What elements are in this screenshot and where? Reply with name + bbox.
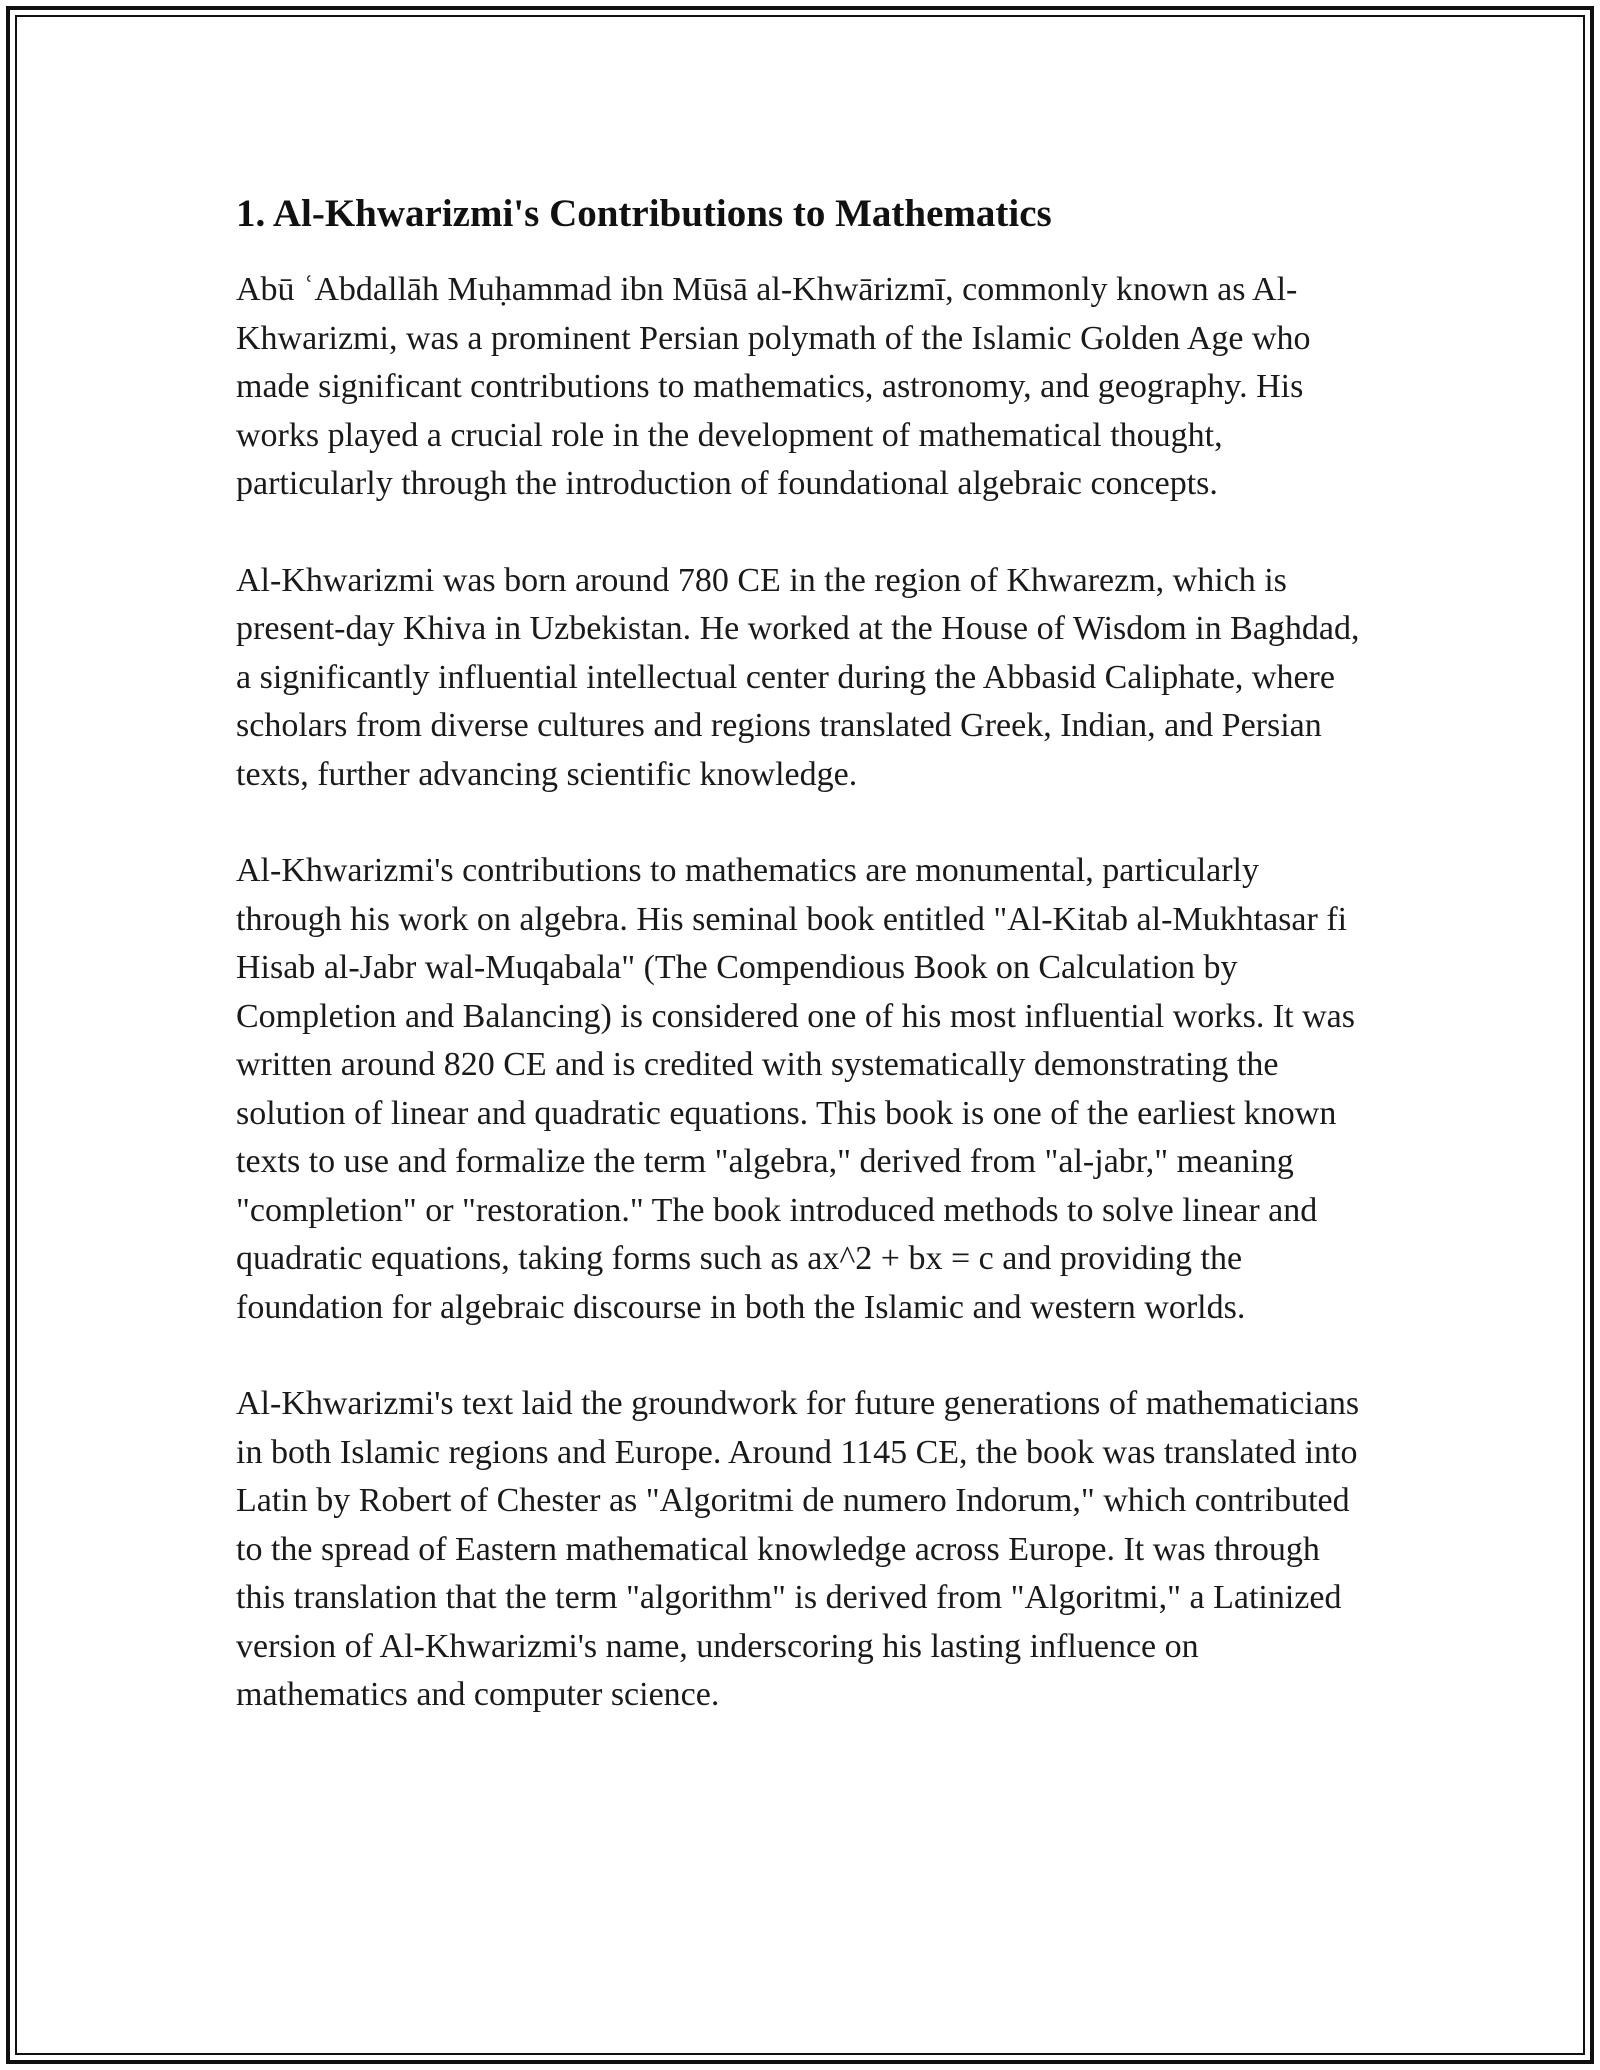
document-body xyxy=(236,188,1366,1768)
paragraph-legacy: Al-Khwarizmi's text laid the groundwork for future generations of mathematicians in both Islamic regions and Europe. Around 1145 CE, the book was translated into Latin by Robert of Chester as "Algoritmi de numero Indorum," which contributed to the spread of Eastern mathematical knowledge across Europe. It was through this translation that the term "algorithm" is derived from "Algoritmi," a Latinized version of Al-Khwarizmi's name, underscoring his lasting influence on mathematics and computer science. xyxy=(236,1385,1360,1713)
paragraph-algebra: Al-Khwarizmi's contributions to mathematics are monumental, particularly through his work on algebra. His seminal book entitled "Al-Kitab al-Mukhtasar fi Hisab al-Jabr wal-Muqabala" (The Compendious Book on Calculation by Completion and Balancing) is considered one of his most influential works. It was written around 820 CE and is credited with systematically demonstrating the solution of linear and quadratic equations. This book is one of the earliest known texts to use and formalize the term "algebra," derived from "al-jabr," meaning "completion" or "restoration." The book introduced methods to solve linear and quadratic equations, taking forms such as ax^2 + bx = c and providing the foundation for algebraic discourse in both the Islamic and western worlds. xyxy=(236,852,1355,1326)
section-heading: 1. Al-Khwarizmi's Contributions to Mathematics xyxy=(236,192,1052,235)
paragraph-biography: Al-Khwarizmi was born around 780 CE in the region of Khwarezm, which is present-day Khiva in Uzbekistan. He worked at the House of Wisdom in Baghdad, a significantly influential intellectual center during the Abbasid Caliphate, where scholars from diverse cultures and regions translated Greek, Indian, and Persian texts, further advancing scientific knowledge. xyxy=(236,561,1360,793)
paragraph-intro: Abū ʿAbdallāh Muḥammad ibn Mūsā al-Khwārizmī, commonly known as Al-Khwarizmi, was a prominent Persian polymath of the Islamic Golden Age who made significant contributions to mathematics, astronomy, and geography. His works played a crucial role in the development of mathematical thought, particularly through the introduction of foundational algebraic concepts. xyxy=(236,271,1311,502)
